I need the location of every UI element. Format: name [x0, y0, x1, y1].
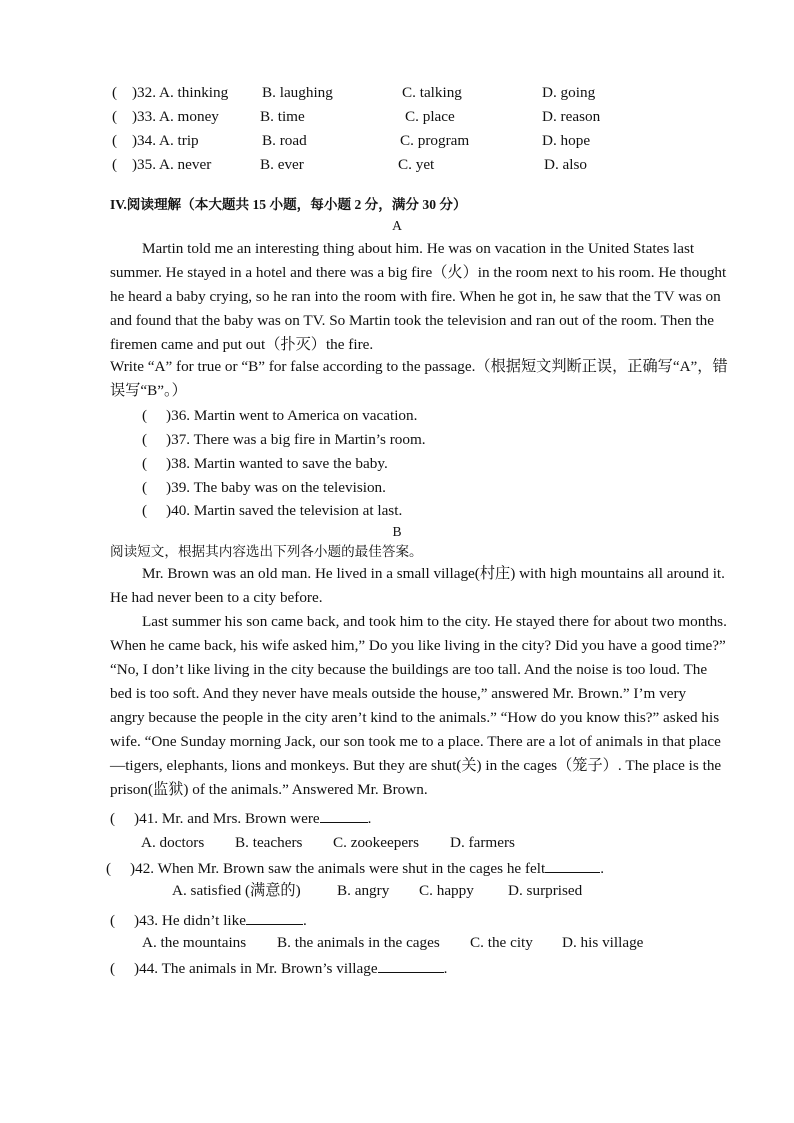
option-d: D. going: [542, 84, 596, 101]
passage-label-b: B: [392, 524, 402, 539]
section-heading: IV.阅读理解（本大题共 15 小题，每小题 2 分，满分 30 分）: [110, 197, 467, 212]
option-a: )32. A. thinking: [132, 84, 229, 101]
passage-a-line: he heard a baby crying, so he ran into the room with fire. When he got in, he saw that the TV was on: [110, 288, 721, 305]
option-b: B. the animals in the cages: [277, 934, 440, 951]
question-stem: )44. The animals in Mr. Brown’s village: [134, 960, 378, 977]
answer-paren: (: [112, 84, 118, 101]
option-b: B. teachers: [235, 834, 303, 851]
question-end: .: [600, 860, 604, 877]
option-a: A. satisfied (满意的): [172, 882, 301, 899]
answer-blank: [320, 808, 368, 823]
passage-b-instruction: 阅读短文，根据其内容选出下列各小题的最佳答案。: [110, 544, 423, 559]
cloze-row-34: [0, 130, 794, 152]
option-c: C. happy: [419, 882, 474, 899]
passage-a-line: and found that the baby was on TV. So Martin took the television and ran out of the room. Then the: [110, 312, 715, 329]
option-b: B. ever: [260, 156, 304, 173]
option-c: C. yet: [398, 156, 435, 173]
answer-paren: (: [112, 132, 118, 149]
question-41-options: [0, 832, 794, 854]
question-38: ( )38. Martin wanted to save the baby.: [142, 455, 388, 472]
passage-b-line: prison(监狱) of the animals.” Answered Mr. Brown.: [110, 781, 428, 798]
question-42: ( )42. When Mr. Brown saw the animals were shut in the cages he felt .: [106, 860, 604, 877]
option-c: C. place: [405, 108, 455, 125]
question-43: ( )43. He didn’t like .: [110, 912, 307, 929]
option-d: D. his village: [562, 934, 644, 951]
question-end: .: [302, 912, 307, 929]
passage-b-line: bed is too soft. And they never have meals outside the house,” answered Mr. Brown.” I’m very: [110, 685, 687, 702]
option-a: A. the mountains: [142, 934, 247, 951]
passage-b-line: Last summer his son came back, and took him to the city. He stayed there for about two months.: [142, 613, 727, 630]
passage-a-text: [110, 237, 760, 357]
option-b: B. time: [260, 108, 305, 125]
question-36: ( )36. Martin went to America on vacation.: [142, 407, 418, 424]
cloze-row-32: [0, 82, 794, 104]
option-c: C. zookeepers: [333, 834, 420, 851]
question-stem: )41. Mr. and Mrs. Brown were: [134, 810, 320, 827]
option-c: C. the city: [470, 934, 533, 951]
option-b: B. angry: [337, 882, 390, 899]
option-d: D. reason: [542, 108, 601, 125]
question-text: )39. The baby was on the television.: [166, 479, 386, 496]
passage-a-line: summer. He stayed in a hotel and there was a big fire（火）in the room next to his room. He thought: [110, 264, 727, 281]
question-41: ( )41. Mr. and Mrs. Brown were .: [110, 810, 372, 827]
passage-a-line: firemen came and put out（扑灭）the fire.: [110, 336, 374, 353]
answer-blank: [378, 958, 444, 973]
option-d: D. surprised: [508, 882, 583, 899]
question-44: ( )44. The animals in Mr. Brown’s village .: [110, 960, 448, 977]
question-end: .: [443, 960, 448, 977]
option-d: D. hope: [542, 132, 591, 149]
answer-blank: [545, 858, 600, 873]
passage-b-line: He had never been to a city before.: [110, 589, 323, 606]
passage-b-line: “No, I don’t like living in the city because the buildings are too tall. And the noise is too loud. The: [110, 661, 708, 678]
passage-label-a: A: [392, 218, 402, 233]
question-40: ( )40. Martin saved the television at last.: [142, 502, 403, 519]
passage-b-line: wife. “One Sunday morning Jack, our son took me to a place. There are a lot of animals in that place: [110, 733, 721, 750]
question-end: .: [367, 810, 372, 827]
option-b: B. laughing: [262, 84, 333, 101]
answer-paren: (: [112, 108, 118, 125]
question-43-options: [0, 932, 794, 954]
question-stem: )43. He didn’t like: [134, 912, 246, 929]
question-text: )36. Martin went to America on vacation.: [166, 407, 418, 424]
passage-b-line: angry because the people in the city aren’t kind to the animals.” “How do you know this?” asked his: [110, 709, 720, 726]
instruction-line-2: 误写“B”。）: [110, 382, 187, 399]
option-a: )34. A. trip: [132, 132, 199, 149]
cloze-row-35: [0, 154, 794, 176]
option-a: )35. A. never: [132, 156, 212, 173]
instruction-line-1: Write “A” for true or “B” for false according to the passage.（根据短文判断正误，正确写“A”，错: [110, 358, 728, 375]
option-b: B. road: [262, 132, 307, 149]
passage-b-line: —tigers, elephants, lions and monkeys. But they are shut(关) in the cages（笼子）. The place is the: [110, 757, 722, 774]
passage-b-line: Mr. Brown was an old man. He lived in a small village(村庄) with high mountains all around it.: [142, 565, 725, 582]
question-37: ( )37. There was a big fire in Martin’s room.: [142, 431, 426, 448]
option-a: A. doctors: [141, 834, 205, 851]
question-text: )40. Martin saved the television at last.: [166, 502, 403, 519]
option-a: )33. A. money: [132, 108, 219, 125]
passage-b-text: [110, 562, 760, 802]
question-42-options: [0, 880, 794, 902]
question-stem: )42. When Mr. Brown saw the animals were shut in the cages he felt: [130, 860, 546, 877]
question-text: )37. There was a big fire in Martin’s room.: [166, 431, 426, 448]
answer-paren: (: [112, 156, 118, 173]
passage-a-line: Martin told me an interesting thing about him. He was on vacation in the United States last: [142, 240, 695, 257]
option-d: D. also: [544, 156, 588, 173]
question-39: ( )39. The baby was on the television.: [142, 479, 386, 496]
option-c: C. talking: [402, 84, 462, 101]
cloze-row-33: [0, 106, 794, 128]
option-d: D. farmers: [450, 834, 515, 851]
passage-b-line: When he came back, his wife asked him,” Do you like living in the city? Did you have a good time?”: [110, 637, 726, 654]
answer-blank: [246, 910, 303, 925]
option-c: C. program: [400, 132, 470, 149]
question-text: )38. Martin wanted to save the baby.: [166, 455, 388, 472]
